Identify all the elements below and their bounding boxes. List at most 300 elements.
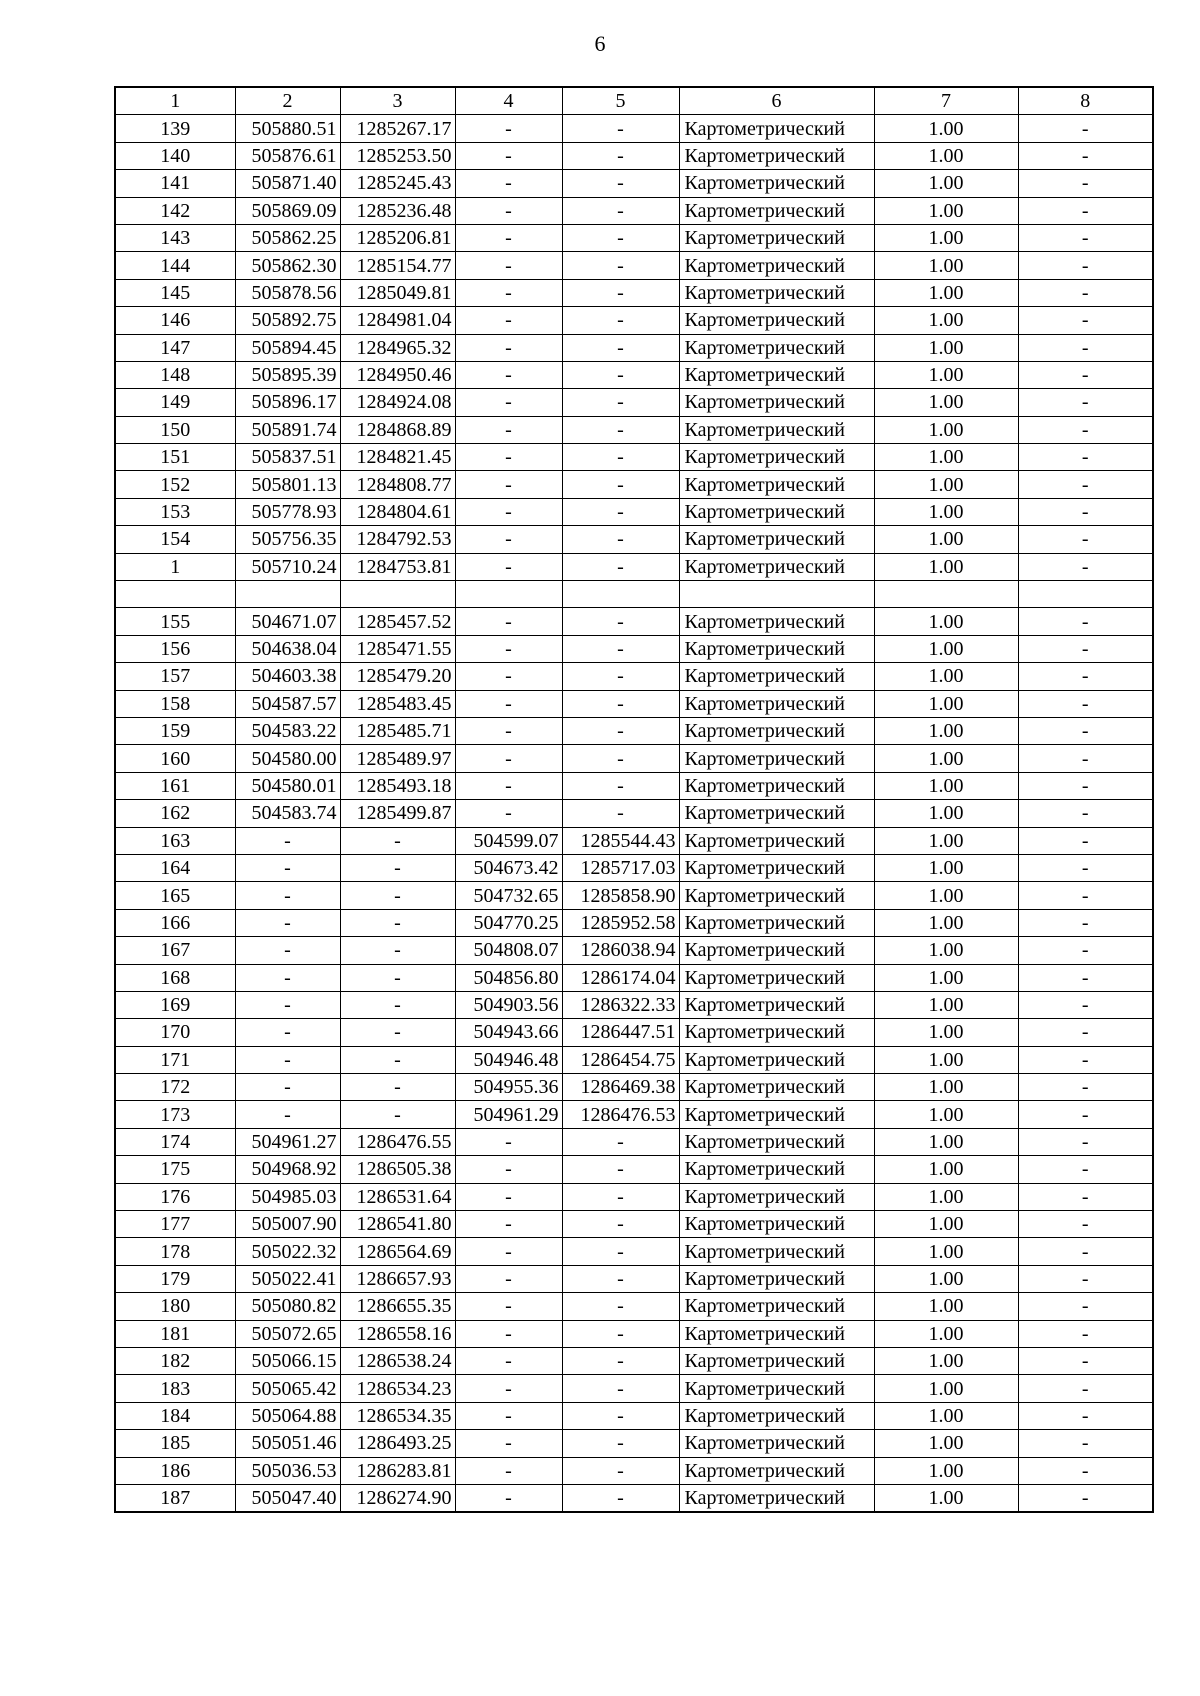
- table-row: [115, 526, 1153, 553]
- cell-accuracy: 1.00: [874, 1128, 1018, 1155]
- cell-y-new: [562, 581, 679, 608]
- cell-x-new: -: [455, 416, 562, 443]
- cell-y-existing: 1285236.48: [340, 197, 455, 224]
- cell-x-existing: 505869.09: [235, 197, 340, 224]
- cell-accuracy: 1.00: [874, 115, 1018, 142]
- cell-x-existing: 505878.56: [235, 279, 340, 306]
- cell-x-new: -: [455, 1484, 562, 1512]
- cell-accuracy: 1.00: [874, 1375, 1018, 1402]
- cell-y-existing: -: [340, 937, 455, 964]
- cell-y-existing: 1286655.35: [340, 1293, 455, 1320]
- table-row: [115, 772, 1153, 799]
- cell-description: -: [1018, 690, 1153, 717]
- table-row: [115, 1101, 1153, 1128]
- header-cell: 4: [455, 87, 562, 115]
- table-row: [115, 991, 1153, 1018]
- cell-accuracy: 1.00: [874, 416, 1018, 443]
- cell-point-number: 163: [115, 827, 235, 854]
- cell-point-number: 150: [115, 416, 235, 443]
- cell-description: -: [1018, 1238, 1153, 1265]
- cell-y-new: -: [562, 717, 679, 744]
- table-row: [115, 1293, 1153, 1320]
- cell-y-existing: -: [340, 909, 455, 936]
- cell-point-number: 167: [115, 937, 235, 964]
- cell-y-existing: -: [340, 882, 455, 909]
- cell-accuracy: 1.00: [874, 1265, 1018, 1292]
- cell-x-new: 504808.07: [455, 937, 562, 964]
- cell-x-new: -: [455, 1430, 562, 1457]
- cell-accuracy: 1.00: [874, 197, 1018, 224]
- cell-accuracy: 1.00: [874, 1293, 1018, 1320]
- table-row: [115, 252, 1153, 279]
- cell-point-number: 181: [115, 1320, 235, 1347]
- cell-point-number: 186: [115, 1457, 235, 1484]
- cell-point-number: 156: [115, 635, 235, 662]
- cell-accuracy: 1.00: [874, 1019, 1018, 1046]
- cell-x-new: -: [455, 690, 562, 717]
- cell-accuracy: 1.00: [874, 827, 1018, 854]
- cell-accuracy: 1.00: [874, 1484, 1018, 1512]
- table-row: [115, 1211, 1153, 1238]
- cell-accuracy: 1.00: [874, 1320, 1018, 1347]
- cell-x-new: -: [455, 772, 562, 799]
- cell-y-existing: -: [340, 1019, 455, 1046]
- cell-y-existing: 1284965.32: [340, 334, 455, 361]
- cell-method: Картометрический: [679, 690, 874, 717]
- cell-method: Картометрический: [679, 1457, 874, 1484]
- cell-x-existing: 504968.92: [235, 1156, 340, 1183]
- cell-x-new: -: [455, 635, 562, 662]
- cell-y-new: -: [562, 444, 679, 471]
- cell-point-number: 183: [115, 1375, 235, 1402]
- table-row: [115, 1238, 1153, 1265]
- table-row: [115, 909, 1153, 936]
- cell-x-existing: -: [235, 964, 340, 991]
- cell-y-existing: 1286564.69: [340, 1238, 455, 1265]
- cell-point-number: 149: [115, 389, 235, 416]
- cell-point-number: 139: [115, 115, 235, 142]
- cell-y-existing: 1286538.24: [340, 1347, 455, 1374]
- cell-y-new: -: [562, 115, 679, 142]
- cell-accuracy: 1.00: [874, 1074, 1018, 1101]
- cell-point-number: 153: [115, 498, 235, 525]
- cell-x-new: -: [455, 1402, 562, 1429]
- cell-description: -: [1018, 717, 1153, 744]
- cell-point-number: 147: [115, 334, 235, 361]
- cell-y-new: -: [562, 1375, 679, 1402]
- header-cell: 2: [235, 87, 340, 115]
- cell-accuracy: 1.00: [874, 937, 1018, 964]
- cell-method: Картометрический: [679, 937, 874, 964]
- cell-point-number: 175: [115, 1156, 235, 1183]
- cell-accuracy: 1.00: [874, 1457, 1018, 1484]
- cell-point-number: 179: [115, 1265, 235, 1292]
- cell-description: -: [1018, 307, 1153, 334]
- cell-method: Картометрический: [679, 1101, 874, 1128]
- table-row: [115, 1128, 1153, 1155]
- cell-x-new: -: [455, 1457, 562, 1484]
- cell-x-new: -: [455, 498, 562, 525]
- cell-point-number: 185: [115, 1430, 235, 1457]
- cell-point-number: 178: [115, 1238, 235, 1265]
- cell-y-existing: 1284924.08: [340, 389, 455, 416]
- cell-y-new: -: [562, 1293, 679, 1320]
- cell-y-existing: 1286531.64: [340, 1183, 455, 1210]
- cell-description: -: [1018, 882, 1153, 909]
- cell-x-new: 504856.80: [455, 964, 562, 991]
- cell-accuracy: 1.00: [874, 745, 1018, 772]
- cell-method: Картометрический: [679, 1046, 874, 1073]
- cell-y-existing: -: [340, 1074, 455, 1101]
- cell-point-number: 144: [115, 252, 235, 279]
- cell-y-existing: -: [340, 964, 455, 991]
- table-row: [115, 1402, 1153, 1429]
- cell-x-existing: 505065.42: [235, 1375, 340, 1402]
- cell-method: Картометрический: [679, 1156, 874, 1183]
- cell-x-existing: [235, 581, 340, 608]
- cell-x-existing: -: [235, 1074, 340, 1101]
- table-row: [115, 1156, 1153, 1183]
- cell-x-new: -: [455, 224, 562, 251]
- cell-x-existing: 505892.75: [235, 307, 340, 334]
- cell-accuracy: 1.00: [874, 964, 1018, 991]
- cell-y-existing: 1285479.20: [340, 663, 455, 690]
- cell-y-new: 1286447.51: [562, 1019, 679, 1046]
- cell-y-existing: 1286541.80: [340, 1211, 455, 1238]
- cell-y-existing: 1286505.38: [340, 1156, 455, 1183]
- cell-method: Картометрический: [679, 197, 874, 224]
- cell-y-new: -: [562, 252, 679, 279]
- cell-x-new: -: [455, 115, 562, 142]
- cell-point-number: 169: [115, 991, 235, 1018]
- cell-description: -: [1018, 1375, 1153, 1402]
- cell-y-new: -: [562, 690, 679, 717]
- cell-description: -: [1018, 1457, 1153, 1484]
- cell-x-existing: 505036.53: [235, 1457, 340, 1484]
- cell-description: -: [1018, 745, 1153, 772]
- cell-method: Картометрический: [679, 1484, 874, 1512]
- cell-y-existing: 1285457.52: [340, 608, 455, 635]
- cell-description: -: [1018, 1402, 1153, 1429]
- cell-x-existing: 504580.00: [235, 745, 340, 772]
- cell-method: Картометрический: [679, 1074, 874, 1101]
- cell-x-existing: 504638.04: [235, 635, 340, 662]
- cell-accuracy: 1.00: [874, 663, 1018, 690]
- cell-x-new: -: [455, 745, 562, 772]
- cell-accuracy: 1.00: [874, 1183, 1018, 1210]
- cell-method: Картометрический: [679, 1265, 874, 1292]
- cell-point-number: 171: [115, 1046, 235, 1073]
- cell-x-new: -: [455, 1375, 562, 1402]
- cell-accuracy: 1.00: [874, 690, 1018, 717]
- cell-method: Картометрический: [679, 252, 874, 279]
- cell-point-number: 155: [115, 608, 235, 635]
- cell-method: Картометрический: [679, 717, 874, 744]
- cell-accuracy: 1.00: [874, 1046, 1018, 1073]
- cell-x-existing: 505891.74: [235, 416, 340, 443]
- cell-y-new: -: [562, 1430, 679, 1457]
- cell-accuracy: 1.00: [874, 1402, 1018, 1429]
- cell-accuracy: 1.00: [874, 800, 1018, 827]
- cell-method: Картометрический: [679, 1183, 874, 1210]
- cell-method: Картометрический: [679, 1128, 874, 1155]
- cell-point-number: 166: [115, 909, 235, 936]
- cell-accuracy: 1.00: [874, 909, 1018, 936]
- cell-y-new: -: [562, 142, 679, 169]
- cell-point-number: 159: [115, 717, 235, 744]
- table-row: [115, 389, 1153, 416]
- cell-y-new: 1285544.43: [562, 827, 679, 854]
- cell-point-number: 182: [115, 1347, 235, 1374]
- cell-y-new: -: [562, 498, 679, 525]
- cell-accuracy: 1.00: [874, 717, 1018, 744]
- cell-method: Картометрический: [679, 1430, 874, 1457]
- cell-description: -: [1018, 1046, 1153, 1073]
- cell-method: Картометрический: [679, 1320, 874, 1347]
- cell-y-existing: 1285489.97: [340, 745, 455, 772]
- cell-accuracy: 1.00: [874, 991, 1018, 1018]
- cell-x-existing: 505022.41: [235, 1265, 340, 1292]
- cell-description: [1018, 581, 1153, 608]
- cell-description: -: [1018, 1320, 1153, 1347]
- cell-x-new: 504599.07: [455, 827, 562, 854]
- table-row: [115, 361, 1153, 388]
- cell-method: Картометрический: [679, 827, 874, 854]
- cell-y-new: 1286454.75: [562, 1046, 679, 1073]
- cell-method: Картометрический: [679, 389, 874, 416]
- cell-accuracy: 1.00: [874, 1430, 1018, 1457]
- cell-y-existing: 1284753.81: [340, 553, 455, 580]
- cell-x-existing: 504603.38: [235, 663, 340, 690]
- cell-description: -: [1018, 800, 1153, 827]
- cell-y-existing: 1286274.90: [340, 1484, 455, 1512]
- cell-description: -: [1018, 1101, 1153, 1128]
- cell-method: Картометрический: [679, 307, 874, 334]
- table-row: [115, 1375, 1153, 1402]
- table-row: [115, 717, 1153, 744]
- table-row: [115, 1320, 1153, 1347]
- table-row: [115, 416, 1153, 443]
- table-row: [115, 635, 1153, 662]
- cell-point-number: 152: [115, 471, 235, 498]
- cell-method: Картометрический: [679, 334, 874, 361]
- cell-y-new: -: [562, 389, 679, 416]
- cell-x-new: -: [455, 389, 562, 416]
- cell-y-new: -: [562, 1484, 679, 1512]
- cell-method: Картометрический: [679, 1375, 874, 1402]
- cell-x-new: -: [455, 471, 562, 498]
- cell-x-new: 504946.48: [455, 1046, 562, 1073]
- cell-accuracy: 1.00: [874, 444, 1018, 471]
- cell-y-new: -: [562, 279, 679, 306]
- cell-x-existing: 505756.35: [235, 526, 340, 553]
- cell-x-existing: 504587.57: [235, 690, 340, 717]
- cell-x-new: -: [455, 252, 562, 279]
- table-row: [115, 937, 1153, 964]
- cell-y-new: 1285858.90: [562, 882, 679, 909]
- coordinates-table: [114, 86, 1154, 1513]
- cell-y-new: 1285717.03: [562, 854, 679, 881]
- cell-description: -: [1018, 854, 1153, 881]
- cell-y-new: -: [562, 635, 679, 662]
- cell-point-number: 174: [115, 1128, 235, 1155]
- cell-x-existing: 505896.17: [235, 389, 340, 416]
- cell-point-number: 173: [115, 1101, 235, 1128]
- cell-x-existing: 504580.01: [235, 772, 340, 799]
- cell-point-number: 157: [115, 663, 235, 690]
- cell-y-new: -: [562, 1457, 679, 1484]
- cell-x-existing: -: [235, 991, 340, 1018]
- cell-y-new: -: [562, 800, 679, 827]
- cell-x-new: -: [455, 197, 562, 224]
- cell-method: Картометрический: [679, 772, 874, 799]
- cell-y-existing: -: [340, 1101, 455, 1128]
- table-row: [115, 800, 1153, 827]
- table-row: [115, 1484, 1153, 1512]
- cell-description: -: [1018, 142, 1153, 169]
- cell-y-existing: 1286493.25: [340, 1430, 455, 1457]
- cell-y-existing: 1285245.43: [340, 170, 455, 197]
- cell-x-existing: 504985.03: [235, 1183, 340, 1210]
- cell-point-number: 158: [115, 690, 235, 717]
- cell-description: -: [1018, 1265, 1153, 1292]
- cell-point-number: 162: [115, 800, 235, 827]
- cell-description: -: [1018, 608, 1153, 635]
- cell-description: -: [1018, 389, 1153, 416]
- cell-y-new: -: [562, 1183, 679, 1210]
- table-row: [115, 197, 1153, 224]
- table-row: [115, 854, 1153, 881]
- cell-description: -: [1018, 964, 1153, 991]
- cell-y-existing: -: [340, 854, 455, 881]
- cell-x-existing: 505007.90: [235, 1211, 340, 1238]
- cell-y-existing: 1285206.81: [340, 224, 455, 251]
- cell-x-new: [455, 581, 562, 608]
- cell-x-existing: -: [235, 1101, 340, 1128]
- cell-point-number: 177: [115, 1211, 235, 1238]
- cell-x-new: -: [455, 1211, 562, 1238]
- cell-description: -: [1018, 1156, 1153, 1183]
- cell-description: -: [1018, 252, 1153, 279]
- table-row: [115, 115, 1153, 142]
- cell-description: -: [1018, 663, 1153, 690]
- cell-y-existing: 1286534.23: [340, 1375, 455, 1402]
- cell-description: -: [1018, 444, 1153, 471]
- cell-x-new: -: [455, 717, 562, 744]
- cell-x-existing: 505894.45: [235, 334, 340, 361]
- cell-method: Картометрический: [679, 1019, 874, 1046]
- cell-description: -: [1018, 909, 1153, 936]
- cell-method: Картометрический: [679, 745, 874, 772]
- cell-point-number: 140: [115, 142, 235, 169]
- cell-description: -: [1018, 1484, 1153, 1512]
- header-cell: 1: [115, 87, 235, 115]
- cell-x-existing: 505895.39: [235, 361, 340, 388]
- cell-accuracy: 1.00: [874, 553, 1018, 580]
- cell-y-new: 1286038.94: [562, 937, 679, 964]
- cell-x-existing: -: [235, 854, 340, 881]
- cell-y-new: -: [562, 1156, 679, 1183]
- cell-description: -: [1018, 334, 1153, 361]
- cell-x-existing: -: [235, 882, 340, 909]
- cell-x-existing: -: [235, 827, 340, 854]
- cell-x-existing: 505080.82: [235, 1293, 340, 1320]
- cell-y-existing: 1284981.04: [340, 307, 455, 334]
- cell-x-new: -: [455, 608, 562, 635]
- cell-y-existing: 1284868.89: [340, 416, 455, 443]
- cell-accuracy: 1.00: [874, 882, 1018, 909]
- cell-method: Картометрический: [679, 142, 874, 169]
- cell-x-new: -: [455, 1265, 562, 1292]
- cell-x-existing: 505871.40: [235, 170, 340, 197]
- cell-y-existing: 1285483.45: [340, 690, 455, 717]
- cell-x-existing: 504671.07: [235, 608, 340, 635]
- cell-description: -: [1018, 526, 1153, 553]
- table-row: [115, 581, 1153, 608]
- cell-accuracy: 1.00: [874, 1101, 1018, 1128]
- cell-description: -: [1018, 1183, 1153, 1210]
- cell-x-new: -: [455, 526, 562, 553]
- cell-y-new: -: [562, 361, 679, 388]
- cell-x-existing: 505710.24: [235, 553, 340, 580]
- table-row: [115, 224, 1153, 251]
- cell-x-new: -: [455, 1128, 562, 1155]
- cell-y-new: -: [562, 745, 679, 772]
- cell-y-existing: -: [340, 991, 455, 1018]
- cell-description: -: [1018, 170, 1153, 197]
- table-row: [115, 1265, 1153, 1292]
- cell-accuracy: 1.00: [874, 389, 1018, 416]
- cell-x-existing: -: [235, 1019, 340, 1046]
- cell-y-existing: 1284808.77: [340, 471, 455, 498]
- cell-point-number: 151: [115, 444, 235, 471]
- cell-description: -: [1018, 115, 1153, 142]
- cell-y-new: -: [562, 1402, 679, 1429]
- table-row: [115, 1074, 1153, 1101]
- cell-accuracy: 1.00: [874, 1347, 1018, 1374]
- cell-x-new: -: [455, 170, 562, 197]
- cell-method: Картометрический: [679, 1402, 874, 1429]
- cell-accuracy: 1.00: [874, 1238, 1018, 1265]
- cell-point-number: 154: [115, 526, 235, 553]
- cell-method: Картометрический: [679, 526, 874, 553]
- cell-y-new: -: [562, 1128, 679, 1155]
- table-row: [115, 498, 1153, 525]
- cell-y-existing: 1286534.35: [340, 1402, 455, 1429]
- cell-x-new: -: [455, 553, 562, 580]
- cell-y-new: -: [562, 334, 679, 361]
- cell-method: Картометрический: [679, 444, 874, 471]
- cell-method: Картометрический: [679, 1211, 874, 1238]
- table-row: [115, 1347, 1153, 1374]
- cell-accuracy: 1.00: [874, 1156, 1018, 1183]
- cell-y-new: 1286174.04: [562, 964, 679, 991]
- cell-method: Картометрический: [679, 882, 874, 909]
- cell-y-existing: 1286283.81: [340, 1457, 455, 1484]
- cell-x-existing: 505022.32: [235, 1238, 340, 1265]
- cell-description: -: [1018, 991, 1153, 1018]
- cell-point-number: 164: [115, 854, 235, 881]
- cell-x-new: 504903.56: [455, 991, 562, 1018]
- cell-accuracy: 1.00: [874, 471, 1018, 498]
- cell-x-new: -: [455, 142, 562, 169]
- table-row: [115, 690, 1153, 717]
- cell-y-existing: -: [340, 827, 455, 854]
- cell-method: Картометрический: [679, 909, 874, 936]
- cell-point-number: 146: [115, 307, 235, 334]
- cell-accuracy: 1.00: [874, 498, 1018, 525]
- cell-y-new: -: [562, 526, 679, 553]
